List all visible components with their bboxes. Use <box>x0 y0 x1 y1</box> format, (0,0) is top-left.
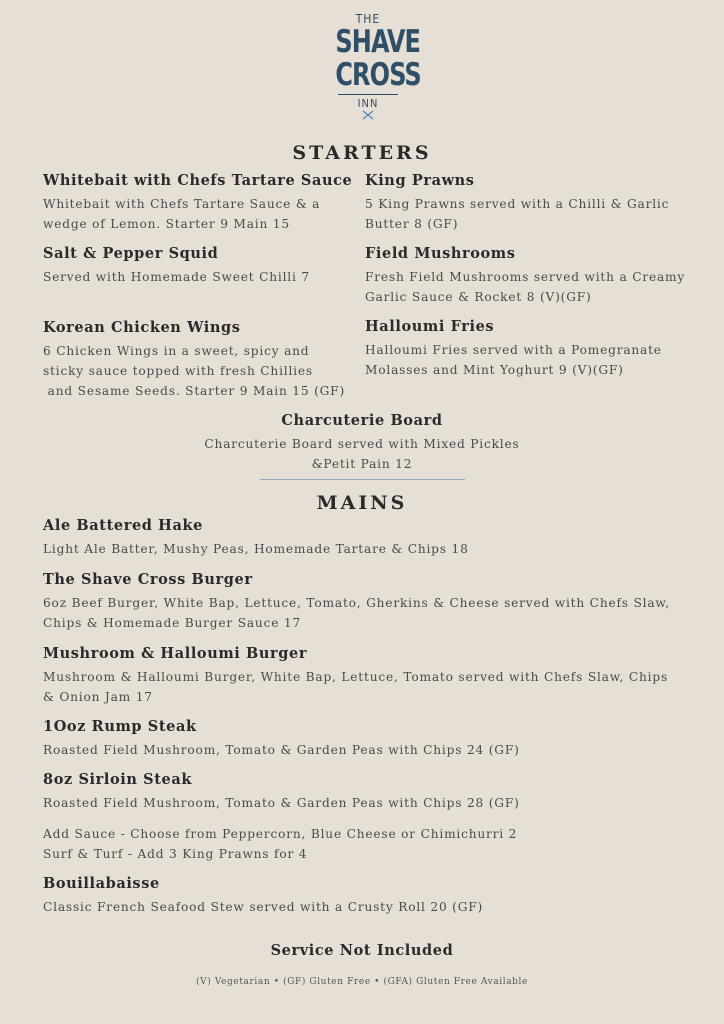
mains-heading: MAINS <box>316 492 408 514</box>
item-title: Halloumi Fries <box>365 318 495 335</box>
extras-desc: Add Sauce - Choose from Peppercorn, Blue Cheese or Chimichurri 2 Surf & Turf - Add 3 King Prawns for 4 <box>43 827 518 861</box>
section-divider <box>260 479 465 480</box>
item-desc: Classic French Seafood Stew served with a Crusty Roll 20 (GF) <box>43 900 484 914</box>
item-desc: Fresh Field Mushrooms served with a Creamy Garlic Sauce & Rocket 8 (V)(GF) <box>365 270 686 304</box>
item-title: 8oz Sirloin Steak <box>43 771 192 788</box>
item-title: 1Ooz Rump Steak <box>43 718 197 735</box>
service-note: Service Not Included <box>270 942 454 959</box>
logo <box>330 8 421 120</box>
logo-the: THE <box>355 12 381 26</box>
logo-inn: INN <box>357 97 379 110</box>
item-title: Mushroom & Halloumi Burger <box>43 645 308 662</box>
board-title: Charcuterie Board <box>281 412 443 429</box>
dietary-key: (V) Vegetarian • (GF) Gluten Free • (GFA) Gluten Free Available <box>196 977 528 987</box>
item-desc: Whitebait with Chefs Tartare Sauce & a wedge of Lemon. Starter 9 Main 15 <box>43 197 321 231</box>
crossed-razors-icon <box>361 110 375 120</box>
item-title: Ale Battered Hake <box>43 517 203 534</box>
item-desc: 6 Chicken Wings in a sweet, spicy and sticky sauce topped with fresh Chillies and Sesame Seeds. Starter 9 Main 15 (GF) <box>43 344 345 398</box>
item-title: King Prawns <box>365 172 475 189</box>
item-desc: Roasted Field Mushroom, Tomato & Garden Peas with Chips 24 (GF) <box>43 743 520 757</box>
item-desc: Halloumi Fries served with a Pomegranate Molasses and Mint Yoghurt 9 (V)(GF) <box>365 343 662 377</box>
board-desc: Charcuterie Board served with Mixed Pickles &Petit Pain 12 <box>204 437 520 471</box>
logo-rule <box>338 94 398 95</box>
item-title: Salt & Pepper Squid <box>43 245 219 262</box>
item-title: Whitebait with Chefs Tartare Sauce <box>43 172 353 189</box>
item-desc: 6oz Beef Burger, White Bap, Lettuce, Tomato, Gherkins & Cheese served with Chefs Slaw, Chips & Homemade Burger Sauce 17 <box>43 596 670 630</box>
item-desc: Light Ale Batter, Mushy Peas, Homemade Tartare & Chips 18 <box>43 542 469 556</box>
item-desc: Mushroom & Halloumi Burger, White Bap, Lettuce, Tomato served with Chefs Slaw, Chips & Onion Jam 17 <box>43 670 669 704</box>
item-desc: 5 King Prawns served with a Chilli & Garlic Butter 8 (GF) <box>365 197 670 231</box>
logo-shave: SHAVE <box>335 24 421 60</box>
item-desc: Served with Homemade Sweet Chilli 7 <box>43 270 310 284</box>
starters-heading: STARTERS <box>292 142 432 164</box>
item-title: Field Mushrooms <box>365 245 516 262</box>
item-title: Bouillabaisse <box>43 875 160 892</box>
item-title: The Shave Cross Burger <box>43 571 253 588</box>
logo-cross: CROSS <box>335 57 421 93</box>
item-title: Korean Chicken Wings <box>43 319 241 336</box>
item-desc: Roasted Field Mushroom, Tomato & Garden Peas with Chips 28 (GF) <box>43 796 520 810</box>
